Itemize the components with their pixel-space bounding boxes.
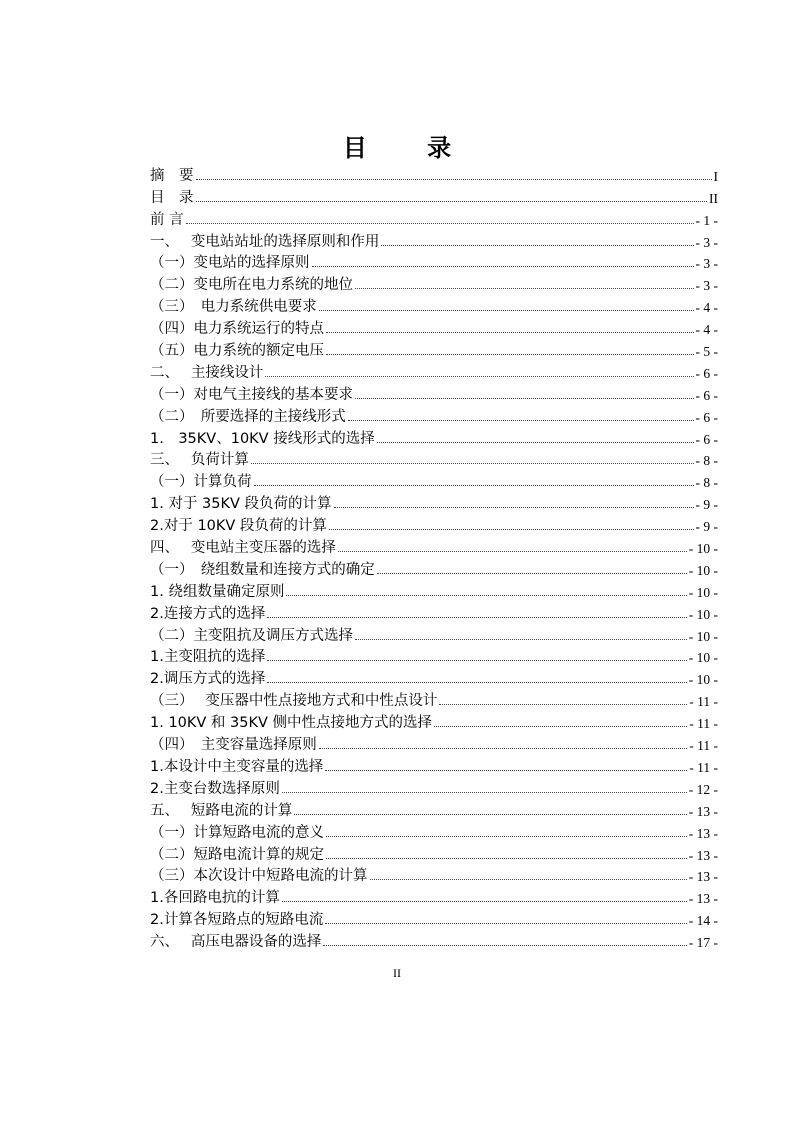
toc-entry[interactable] (150, 754, 718, 776)
toc-entry-label: 目 录 (150, 189, 194, 206)
toc-entry-page: I (713, 168, 718, 184)
toc-entry-page: - 14 - (688, 913, 718, 929)
toc-entry-label: 摘 要 (150, 167, 194, 184)
toc-entry[interactable] (150, 820, 718, 842)
toc-entry-page: - 11 - (689, 716, 718, 732)
toc-entry-page: - 13 - (688, 869, 718, 885)
toc-entry-label: （二）主变阻抗及调压方式选择 (150, 627, 353, 644)
toc-leader-dots (286, 595, 686, 596)
toc-entry-page: - 6 - (695, 431, 718, 447)
toc-leader-dots (326, 858, 687, 859)
toc-leader-dots (329, 529, 694, 530)
toc-leader-dots (319, 748, 688, 749)
toc-leader-dots (265, 376, 693, 377)
toc-leader-dots (196, 179, 712, 180)
toc-entry-label: 2.计算各短路点的短路电流 (150, 912, 324, 929)
toc-entry[interactable] (150, 688, 718, 710)
toc-entry[interactable] (150, 382, 718, 404)
toc-entry-label: （三） 变压器中性点接地方式和中性点设计 (150, 693, 438, 710)
toc-entry-label: （四） 主变容量选择原则 (150, 737, 317, 754)
toc-entry[interactable] (150, 732, 718, 754)
toc-entry-label: 五、 短路电流的计算 (150, 802, 293, 819)
toc-leader-dots (254, 485, 694, 486)
toc-entry-page: - 10 - (688, 650, 718, 666)
toc-leader-dots (377, 442, 694, 443)
toc-entry[interactable] (150, 907, 718, 929)
toc-entry-page: - 10 - (688, 562, 718, 578)
toc-leader-dots (312, 266, 694, 267)
toc-entry-label: （二） 所要选择的主接线形式 (150, 408, 346, 425)
toc-entry[interactable] (150, 557, 718, 579)
toc-entry-page: - 17 - (688, 935, 718, 951)
toc-entry-page: - 13 - (688, 825, 718, 841)
table-of-contents (150, 163, 718, 951)
toc-entry[interactable] (150, 798, 718, 820)
toc-leader-dots (355, 398, 694, 399)
toc-leader-dots (355, 288, 694, 289)
toc-leader-dots (334, 507, 694, 508)
toc-entry[interactable] (150, 842, 718, 864)
toc-entry-page: - 11 - (689, 694, 718, 710)
toc-entry[interactable] (150, 207, 718, 229)
toc-entry-label: 三、 负荷计算 (150, 452, 249, 469)
toc-entry[interactable] (150, 513, 718, 535)
toc-entry-label: （五）电力系统的额定电压 (150, 343, 324, 360)
toc-entry-label: （一）变电站的选择原则 (150, 255, 310, 272)
toc-entry-label: 一、 变电站站址的选择原则和作用 (150, 233, 380, 250)
toc-entry[interactable] (150, 185, 718, 207)
toc-entry-label: 1.本设计中主变容量的选择 (150, 758, 324, 775)
toc-entry[interactable] (150, 426, 718, 448)
toc-entry[interactable] (150, 448, 718, 470)
toc-entry-page: - 12 - (688, 781, 718, 797)
toc-entry[interactable] (150, 316, 718, 338)
toc-leader-dots (186, 223, 694, 224)
toc-leader-dots (348, 420, 694, 421)
toc-entry-label: （三） 电力系统供电要求 (150, 299, 317, 316)
toc-entry-label: 前 言 (150, 211, 184, 228)
toc-entry-page: - 8 - (695, 475, 718, 491)
toc-entry-label: 2.对于 10KV 段负荷的计算 (150, 518, 327, 535)
toc-leader-dots (439, 704, 687, 705)
toc-leader-dots (267, 617, 686, 618)
toc-entry-page: - 9 - (695, 519, 718, 535)
toc-entry[interactable] (150, 360, 718, 382)
toc-leader-dots (267, 682, 686, 683)
toc-leader-dots (294, 814, 686, 815)
toc-entry-page: - 10 - (688, 672, 718, 688)
toc-leader-dots (282, 792, 687, 793)
toc-entry-page: - 6 - (695, 409, 718, 425)
toc-leader-dots (319, 310, 694, 311)
toc-leader-dots (323, 945, 686, 946)
page-title: 目 录 (342, 134, 478, 162)
toc-leader-dots (325, 923, 686, 924)
toc-entry-label: 1.主变阻抗的选择 (150, 649, 266, 666)
toc-entry[interactable] (150, 272, 718, 294)
toc-entry[interactable] (150, 885, 718, 907)
toc-leader-dots (326, 354, 694, 355)
toc-entry-page: - 11 - (689, 738, 718, 754)
toc-entry-label: 1.各回路电抗的计算 (150, 890, 280, 907)
toc-entry-page: - 13 - (688, 891, 718, 907)
toc-entry-label: （一）计算负荷 (150, 474, 252, 491)
toc-entry-page: II (709, 190, 718, 206)
toc-entry[interactable] (150, 163, 718, 185)
toc-leader-dots (196, 201, 708, 202)
toc-leader-dots (355, 639, 687, 640)
toc-entry-page: - 1 - (695, 212, 718, 228)
toc-entry-label: 1. 10KV 和 35KV 侧中性点接地方式的选择 (150, 715, 433, 732)
toc-leader-dots (326, 836, 687, 837)
toc-entry[interactable] (150, 929, 718, 951)
toc-entry-page: - 3 - (695, 234, 718, 250)
toc-leader-dots (267, 660, 686, 661)
toc-entry-label: 二、 主接线设计 (150, 364, 264, 381)
toc-entry-label: 1. 35KV、10KV 接线形式的选择 (150, 430, 375, 447)
toc-leader-dots (282, 901, 687, 902)
toc-entry-page: - 10 - (688, 606, 718, 622)
toc-entry-page: - 3 - (695, 278, 718, 294)
toc-entry-page: - 10 - (688, 628, 718, 644)
toc-entry-label: （一）对电气主接线的基本要求 (150, 386, 353, 403)
toc-entry-page: - 3 - (695, 256, 718, 272)
toc-entry[interactable] (150, 404, 718, 426)
toc-entry-label: 2.连接方式的选择 (150, 605, 266, 622)
toc-leader-dots (325, 770, 687, 771)
toc-entry-page: - 10 - (688, 584, 718, 600)
page-number: II (393, 966, 401, 980)
toc-entry-label: （四）电力系统运行的特点 (150, 321, 324, 338)
toc-entry-label: （二）变电所在电力系统的地位 (150, 277, 353, 294)
toc-entry-label: 1. 绕组数量确定原则 (150, 583, 285, 600)
toc-entry[interactable] (150, 338, 718, 360)
toc-entry-label: 四、 变电站主变压器的选择 (150, 540, 336, 557)
toc-entry[interactable] (150, 579, 718, 601)
toc-entry[interactable] (150, 535, 718, 557)
toc-entry-page: - 5 - (695, 344, 718, 360)
toc-entry-page: - 13 - (688, 803, 718, 819)
toc-entry[interactable] (150, 491, 718, 513)
toc-leader-dots (377, 573, 687, 574)
toc-entry-page: - 6 - (695, 365, 718, 381)
toc-leader-dots (326, 332, 694, 333)
toc-entry-label: 1. 对于 35KV 段负荷的计算 (150, 496, 332, 513)
toc-entry[interactable] (150, 864, 718, 886)
toc-entry-page: - 6 - (695, 387, 718, 403)
toc-leader-dots (434, 726, 687, 727)
toc-entry[interactable] (150, 469, 718, 491)
toc-entry[interactable] (150, 666, 718, 688)
toc-entry[interactable] (150, 601, 718, 623)
toc-entry-page: - 9 - (695, 497, 718, 513)
toc-entry-page: - 13 - (688, 847, 718, 863)
toc-leader-dots (251, 463, 694, 464)
toc-entry[interactable] (150, 645, 718, 667)
toc-leader-dots (370, 879, 687, 880)
toc-entry-label: 2.调压方式的选择 (150, 671, 266, 688)
toc-entry-label: （二）短路电流计算的规定 (150, 846, 324, 863)
toc-entry[interactable] (150, 251, 718, 273)
toc-entry-page: - 10 - (688, 541, 718, 557)
toc-entry-label: 六、 高压电器设备的选择 (150, 934, 322, 951)
toc-entry-page: - 8 - (695, 453, 718, 469)
toc-entry[interactable] (150, 229, 718, 251)
toc-leader-dots (381, 245, 693, 246)
toc-entry-label: （三）本次设计中短路电流的计算 (150, 868, 368, 885)
toc-entry[interactable] (150, 294, 718, 316)
toc-leader-dots (338, 551, 687, 552)
toc-entry-page: - 4 - (695, 300, 718, 316)
toc-entry-page: - 4 - (695, 322, 718, 338)
toc-entry-label: 2.主变台数选择原则 (150, 780, 280, 797)
toc-entry-label: （一）计算短路电流的意义 (150, 824, 324, 841)
toc-entry[interactable] (150, 710, 718, 732)
toc-entry-label: （一） 绕组数量和连接方式的确定 (150, 561, 375, 578)
toc-entry-page: - 11 - (689, 759, 718, 775)
toc-entry[interactable] (150, 776, 718, 798)
toc-entry[interactable] (150, 623, 718, 645)
